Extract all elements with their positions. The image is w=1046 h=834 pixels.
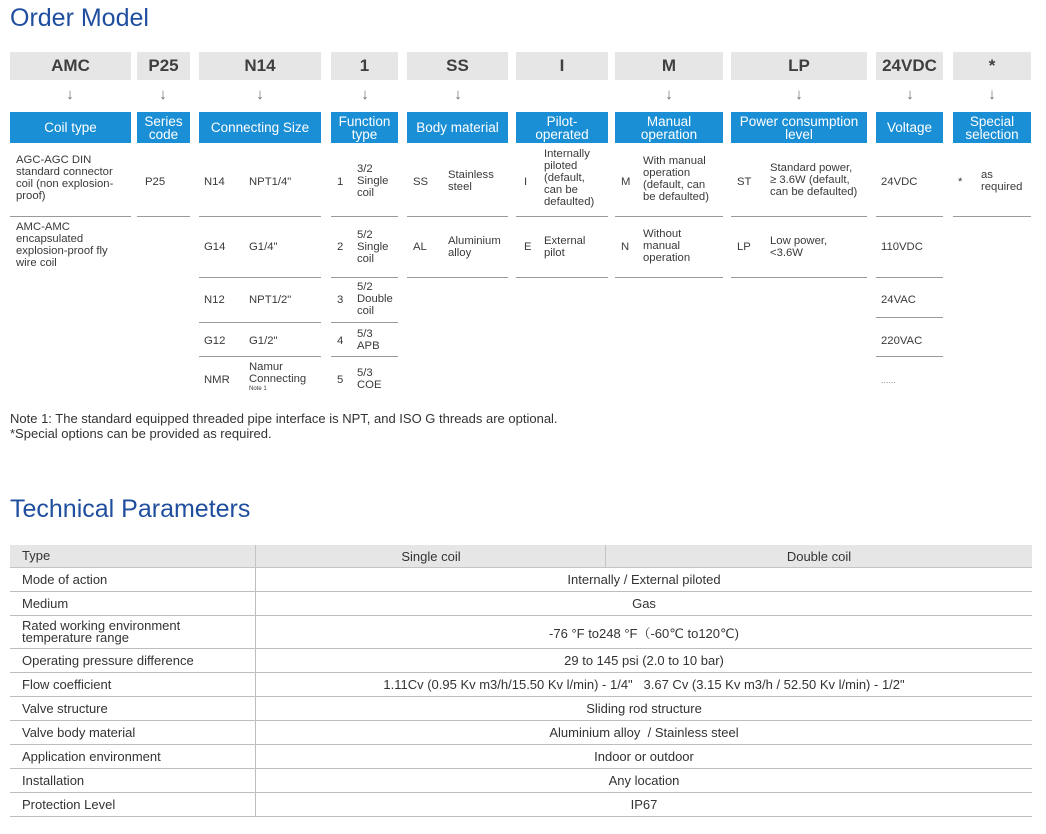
tp-row-value: -76 °F to248 °F（-60℃ to120℃) — [255, 616, 1032, 648]
code-cell-lp: LP — [731, 52, 867, 80]
tp-row — [10, 745, 1032, 769]
series-code-value: P25 — [145, 176, 166, 188]
function-type-code: 2 — [337, 241, 344, 253]
divider — [331, 322, 398, 323]
tp-row — [10, 721, 1032, 745]
code-cell-pilot: I — [516, 52, 608, 80]
manual-code: M — [621, 176, 631, 188]
tp-row-label: Valve structure — [22, 700, 108, 716]
tp-row-label: Flow coefficient — [22, 676, 112, 692]
tp-row-label: Mode of action — [22, 571, 108, 587]
tp-row-value: 1.11Cv (0.95 Kv m3/h/15.50 Kv l/min) - 1/4" 3.67 Cv (3.15 Kv m3/h / 52.50 Kv l/min) - 1/2" — [255, 673, 1032, 696]
divider — [407, 277, 508, 278]
body-material-code: SS — [413, 176, 429, 188]
connecting-size-desc: G1/2" — [249, 335, 278, 347]
tp-row-label: Operating pressure difference — [22, 652, 194, 668]
coil-type-option: AGC-AGC DIN standard connector coil (non explosion- proof) — [16, 154, 114, 202]
voltage-more: ...... — [881, 375, 897, 385]
tp-row-value: Any location — [255, 769, 1032, 792]
connecting-size-desc: G1/4" — [249, 241, 278, 253]
divider — [199, 322, 321, 323]
manual-code: N — [621, 241, 630, 253]
tp-row — [10, 649, 1032, 673]
tp-row — [10, 568, 1032, 592]
down-arrow-icon: ↓ — [795, 86, 803, 103]
connecting-size-desc: Namur Connecting — [249, 361, 307, 385]
tp-row — [10, 697, 1032, 721]
voltage-option: 24VDC — [881, 176, 918, 188]
connecting-size-code: N14 — [204, 176, 225, 188]
function-type-code: 3 — [337, 294, 344, 306]
code-cell-p25: P25 — [137, 52, 190, 80]
category-body-material: Body material — [407, 112, 508, 143]
divider — [516, 277, 608, 278]
special-code: * — [958, 176, 963, 188]
divider — [199, 216, 321, 217]
code-cell-special: * — [953, 52, 1031, 80]
divider — [876, 356, 943, 357]
divider — [876, 216, 943, 217]
power-desc: Low power, <3.6W — [770, 235, 828, 259]
tp-header-double-coil: Double coil — [605, 545, 1032, 567]
tp-row-label: Medium — [22, 595, 69, 611]
tp-row — [10, 592, 1032, 616]
voltage-option: 220VAC — [881, 335, 923, 347]
divider — [199, 356, 321, 357]
down-arrow-icon: ↓ — [66, 86, 74, 103]
pilot-code: I — [524, 176, 528, 188]
tp-row-value: 29 to 145 psi (2.0 to 10 bar) — [255, 649, 1032, 672]
divider — [331, 277, 398, 278]
body-material-desc: Stainless steel — [448, 169, 494, 193]
function-type-desc: 5/2 Single coil — [357, 229, 389, 265]
function-type-desc: 5/3 COE — [357, 367, 382, 391]
order-model-title: Order Model — [10, 4, 149, 32]
divider — [10, 216, 131, 217]
tp-row-value: Aluminium alloy / Stainless steel — [255, 721, 1032, 744]
category-manual-operation: Manual operation — [615, 112, 723, 143]
code-cell-voltage: 24VDC — [876, 52, 943, 80]
divider — [199, 277, 321, 278]
down-arrow-icon: ↓ — [454, 86, 462, 103]
note-1: Note 1: The standard equipped threaded pipe interface is NPT, and ISO G threads are optional. — [10, 411, 558, 426]
manual-desc: With manual operation (default, can be defaulted) — [643, 155, 709, 203]
function-type-desc: 5/2 Double coil — [357, 281, 393, 317]
category-function-type: Function type — [331, 112, 398, 143]
connecting-size-desc: NPT1/2" — [249, 294, 292, 306]
manual-desc: Without manual operation — [643, 228, 691, 264]
divider — [516, 216, 608, 217]
connecting-size-code: G14 — [204, 241, 226, 253]
voltage-option: 24VAC — [881, 294, 916, 306]
body-material-desc: Aluminium alloy — [448, 235, 501, 259]
tp-row — [10, 616, 1032, 649]
connecting-size-code: N12 — [204, 294, 225, 306]
down-arrow-icon: ↓ — [665, 86, 673, 103]
code-cell-function: 1 — [331, 52, 398, 80]
divider — [876, 317, 943, 318]
tp-header-single-coil: Single coil — [255, 545, 606, 567]
note-reference: Note 1 — [249, 386, 267, 392]
tp-row-value: Internally / External piloted — [255, 568, 1032, 591]
tp-row-value: Sliding rod structure — [255, 697, 1032, 720]
function-type-desc: 5/3 APB — [357, 328, 380, 352]
divider — [331, 356, 398, 357]
divider — [953, 216, 1031, 217]
connecting-size-code: NMR — [204, 374, 230, 386]
divider — [731, 277, 867, 278]
category-special-selection: Special selection — [953, 112, 1031, 143]
divider — [615, 216, 723, 217]
tp-row-label: Protection Level — [22, 796, 116, 812]
tp-row-label: Valve body material — [22, 724, 136, 740]
note-2: *Special options can be provided as required. — [10, 426, 272, 441]
function-type-code: 4 — [337, 335, 344, 347]
pilot-desc: External pilot — [544, 235, 586, 259]
power-code: ST — [737, 176, 752, 188]
power-desc: Standard power, ≥ 3.6W (default, can be defaulted) — [770, 162, 858, 198]
tp-row — [10, 673, 1032, 697]
tp-row — [10, 769, 1032, 793]
down-arrow-icon: ↓ — [159, 86, 167, 103]
divider — [137, 216, 190, 217]
tp-row-label: Application environment — [22, 748, 161, 764]
tp-row — [10, 793, 1032, 817]
tp-row-label: Rated working environment temperature range — [22, 618, 181, 645]
tp-row-label: Installation — [22, 772, 85, 788]
function-type-code: 5 — [337, 374, 344, 386]
divider — [407, 216, 508, 217]
function-type-desc: 3/2 Single coil — [357, 163, 389, 199]
connecting-size-desc: NPT1/4" — [249, 176, 292, 188]
tp-row-value: IP67 — [255, 793, 1032, 816]
code-cell-manual: M — [615, 52, 723, 80]
tp-row-value: Gas — [255, 592, 1032, 615]
tp-row-value: Indoor or outdoor — [255, 745, 1032, 768]
pilot-code: E — [524, 241, 532, 253]
category-series-code: Series code — [137, 112, 190, 143]
divider — [876, 277, 943, 278]
category-voltage: Voltage — [876, 112, 943, 143]
divider — [331, 216, 398, 217]
function-type-code: 1 — [337, 176, 344, 188]
category-connecting-size: Connecting Size — [199, 112, 321, 143]
power-code: LP — [737, 241, 751, 253]
pilot-desc: Internally piloted (default, can be defaulted) — [544, 148, 595, 208]
technical-parameters-title: Technical Parameters — [10, 495, 251, 523]
voltage-option: 110VDC — [881, 241, 923, 253]
category-coil-type: Coil type — [10, 112, 131, 143]
body-material-code: AL — [413, 241, 427, 253]
code-cell-n14: N14 — [199, 52, 321, 80]
connecting-size-code: G12 — [204, 335, 226, 347]
down-arrow-icon: ↓ — [988, 86, 996, 103]
divider — [731, 216, 867, 217]
code-cell-amc: AMC — [10, 52, 131, 80]
category-pilot-operated: Pilot- operated — [516, 112, 608, 143]
tp-header-row — [10, 545, 1032, 568]
code-cell-ss: SS — [407, 52, 508, 80]
down-arrow-icon: ↓ — [906, 86, 914, 103]
divider — [615, 277, 723, 278]
down-arrow-icon: ↓ — [256, 86, 264, 103]
down-arrow-icon: ↓ — [361, 86, 369, 103]
special-desc: as required — [981, 169, 1023, 193]
coil-type-option: AMC-AMC encapsulated explosion-proof fly wire coil — [16, 221, 108, 269]
category-power-consumption: Power consumption level — [731, 112, 867, 143]
tp-header-type: Type — [22, 548, 51, 563]
